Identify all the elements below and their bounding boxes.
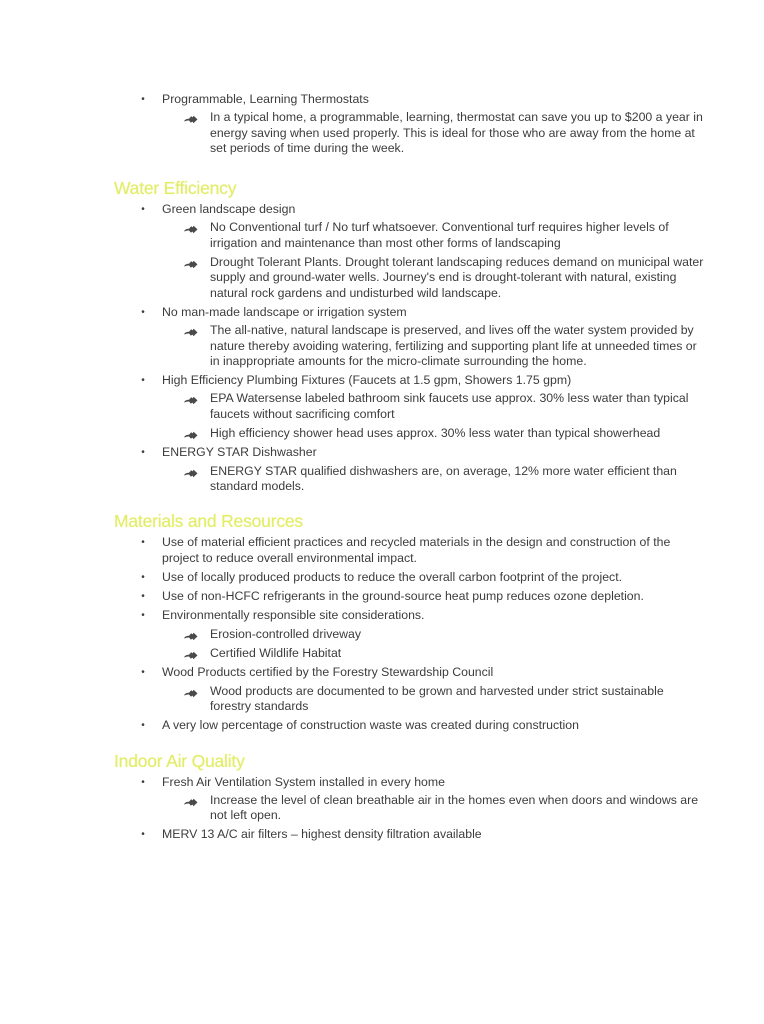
bullet-text: Programmable, Learning Thermostats <box>162 92 369 106</box>
sub-bullet-text: EPA Watersense labeled bathroom sink faucets use approx. 30% less water than typical faucets without sacrificing comfort <box>210 391 689 421</box>
bullet-dot-icon: • <box>141 776 145 788</box>
bullet-dot-icon: • <box>141 571 145 583</box>
bullet-text: Green landscape design <box>162 202 296 217</box>
bullet-dot-icon: • <box>141 720 145 732</box>
list-item <box>0 718 764 733</box>
list-item <box>0 373 764 441</box>
sub-list-item <box>162 391 704 422</box>
sub-bullet-text: ENERGY STAR qualified dishwashers are, on average, 12% more water efficient than standard models. <box>210 463 677 493</box>
list-item <box>0 589 764 604</box>
list-item <box>0 92 764 156</box>
bullet-text: Use of material efficient practices and recycled materials in the design and construction of the project to reduce overall environmental impact. <box>162 535 671 565</box>
pointing-arrow-icon <box>184 796 198 805</box>
sub-bullet-text: Certified Wildlife Habitat <box>210 646 342 661</box>
bullet-dot-icon: • <box>141 94 145 105</box>
bullet-dot-icon: • <box>141 447 145 459</box>
sub-bullet-list <box>162 684 704 715</box>
sub-list-item <box>162 426 704 441</box>
sub-list-item <box>162 627 704 642</box>
sub-list-item <box>162 793 704 824</box>
sub-bullet-text: High efficiency shower head uses approx. 30% less water than typical showerhead <box>210 426 661 441</box>
sub-list-item <box>162 255 704 301</box>
sub-list-item <box>162 323 704 369</box>
list-item <box>0 665 764 714</box>
sub-list-item <box>162 110 704 156</box>
bullet-dot-icon: • <box>141 610 145 622</box>
sub-bullet-text: Erosion-controlled driveway <box>210 626 362 641</box>
section-materials-resources <box>0 511 764 733</box>
sub-list-item <box>162 220 704 251</box>
list-item <box>0 775 764 824</box>
bullet-dot-icon: • <box>141 375 145 387</box>
section-heading: Materials and Resources <box>114 511 303 532</box>
sub-bullet-list <box>162 323 704 369</box>
sub-bullet-text: Wood products are documented to be grown and harvested under strict sustainable forestry standards <box>210 683 664 713</box>
sub-list-item <box>162 646 704 661</box>
pointing-arrow-icon <box>184 223 198 232</box>
list-item <box>0 535 764 566</box>
sub-bullet-list <box>162 464 704 495</box>
bullet-text: Wood Products certified by the Forestry Stewardship Council <box>162 665 494 680</box>
pointing-arrow-icon <box>184 649 198 658</box>
pointing-arrow-icon <box>184 687 198 696</box>
sub-bullet-text: Drought Tolerant Plants. Drought tolerant landscaping reduces demand on municipal water supply and ground-water wells. Journey's end is drought-tolerant with natural, existing natural rock gardens and undisturbed wild landscape. <box>210 255 704 300</box>
bullet-dot-icon: • <box>141 306 145 318</box>
pointing-arrow-icon <box>184 394 198 403</box>
document-page <box>0 92 764 847</box>
sub-bullet-list <box>162 793 704 824</box>
section-heading: Water Efficiency <box>114 178 237 199</box>
pointing-arrow-icon <box>184 326 198 335</box>
pointing-arrow-icon <box>184 467 198 476</box>
bullet-dot-icon: • <box>141 204 145 216</box>
sub-bullet-list <box>162 391 704 441</box>
sub-bullet-list <box>162 220 704 300</box>
list-item <box>0 445 764 494</box>
bullet-list <box>0 202 764 494</box>
sub-bullet-list <box>162 110 704 156</box>
bullet-text: Environmentally responsible site considerations. <box>162 608 425 623</box>
bullet-text: Fresh Air Ventilation System installed in every home <box>162 774 445 789</box>
bullet-list <box>0 92 764 156</box>
bullet-text: No man-made landscape or irrigation system <box>162 304 407 319</box>
pointing-arrow-icon <box>184 113 198 122</box>
section-heading: Indoor Air Quality <box>114 750 245 771</box>
list-item <box>0 827 764 842</box>
section-energy-continued <box>0 92 764 156</box>
pointing-arrow-icon <box>184 429 198 438</box>
bullet-dot-icon: • <box>141 829 145 841</box>
sub-bullet-text: No Conventional turf / No turf whatsoever. Conventional turf requires higher levels of irrigation and maintenance than most other forms of landscaping <box>210 220 669 250</box>
sub-list-item <box>162 684 704 715</box>
bullet-text: Use of non-HCFC refrigerants in the ground-source heat pump reduces ozone depletion. <box>162 589 644 604</box>
sub-list-item <box>162 464 704 495</box>
list-item <box>0 202 764 301</box>
sub-bullet-text: Increase the level of clean breathable air in the homes even when doors and windows are not left open. <box>210 792 699 823</box>
list-item <box>0 608 764 661</box>
bullet-list <box>0 775 764 843</box>
list-item <box>0 570 764 585</box>
sub-bullet-text: The all-native, natural landscape is preserved, and lives off the water system provided by nature thereby avoiding watering, fertilizing and supporting plant life at unneeded times or in inappropriate amounts for the micro-climate surrounding the home. <box>210 323 697 368</box>
section-water-efficiency <box>0 178 764 494</box>
pointing-arrow-icon <box>184 630 198 639</box>
pointing-arrow-icon <box>184 258 198 267</box>
bullet-text: Use of locally produced products to reduce the overall carbon footprint of the project. <box>162 569 623 584</box>
bullet-text: MERV 13 A/C air filters – highest density filtration available <box>162 827 482 842</box>
bullet-text: ENERGY STAR Dishwasher <box>162 445 317 460</box>
sub-bullet-text: In a typical home, a programmable, learning, thermostat can save you up to $200 a year in energy saving when used properly. This is ideal for those who are away from the home at set periods of time during the week. <box>210 110 703 155</box>
bullet-text: High Efficiency Plumbing Fixtures (Faucets at 1.5 gpm, Showers 1.75 gpm) <box>162 373 572 388</box>
bullet-list <box>0 535 764 733</box>
sub-bullet-list <box>162 627 704 662</box>
bullet-dot-icon: • <box>141 667 145 679</box>
bullet-dot-icon: • <box>141 591 145 603</box>
bullet-text: A very low percentage of construction waste was created during construction <box>162 718 579 733</box>
list-item <box>0 305 764 369</box>
section-indoor-air-quality <box>0 751 764 843</box>
bullet-dot-icon: • <box>141 537 145 549</box>
